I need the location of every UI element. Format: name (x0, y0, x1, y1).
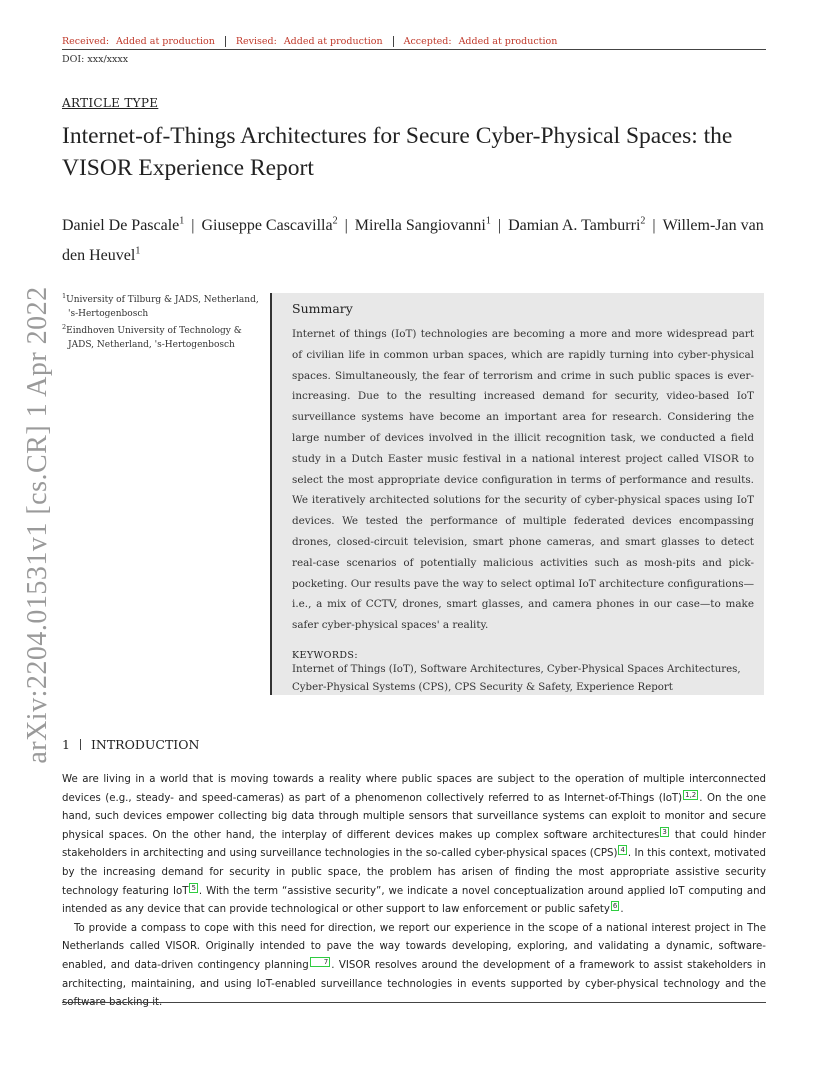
section-divider (80, 739, 81, 750)
introduction-body (62, 771, 766, 1013)
author: Mirella Sangiovanni$^1$ (354, 216, 491, 235)
citation-link[interactable]: 5 (191, 883, 196, 892)
keywords-heading: KEYWORDS: (292, 649, 358, 661)
author: Damian A. Tamburri$^2$ (508, 216, 646, 235)
affiliations (62, 290, 262, 352)
section-heading (62, 737, 199, 752)
paper-title: Internet-of-Things Architectures for Secure Cyber-Physical Spaces: the VISOR Experience Report (62, 123, 733, 181)
author: Willem-Jan van den Heuvel$^1$ (62, 217, 764, 264)
accepted-value: Added at production (458, 36, 558, 47)
received-label: Received: (62, 36, 110, 47)
keywords-text: Internet of Things (IoT), Software Architectures, Cyber-Physical Spaces Architectures, Cyber-Physical Systems (CPS), CPS Security & Safety, Experience Report (292, 663, 741, 693)
publication-dates-bar (62, 34, 766, 50)
section-title: INTRODUCTION (90, 737, 200, 752)
author-list: Daniel De Pascale$^1$ | Giuseppe Cascavilla$^2$ | Mirella Sangiovanni$^1$ | Damian A. Tamburri$^2$ | Willem-Jan van den Heuvel$^1$ (62, 216, 764, 264)
doi: DOI: xxx/xxxx (62, 54, 129, 65)
body-paragraph: We are living in a world that is moving towards a reality where public spaces are subject to the operation of multiple interconnected devices (e.g., steady- and speed-cameras) as part of a phenomenon collectively referred to as Internet-of-Things (IoT) 1,2 . On the one hand, such devices empower collecting big data through multiple sensors that surveillance systems can exploit to monitor and secure physical spaces. On the other hand, the interplay of different devices makes up complex software architectures 3 that could hinder stakeholders in architecting and using surveillance technologies in the so-called cyber-physical spaces (CPS) 4 . In this context, motivated by the increasing demand for security in public space, the problem has arisen of finding the most appropriate assistive security technology featuring IoT 5 . With the term “assistive security”, we indicate a novel conceptualization around applied IoT computing and intended as any device that can provide technological or other support to law enforcement or public safety 6 . (62, 774, 767, 916)
body-paragraph: To provide a compass to cope with this need for direction, we report our experience in the scope of a national interest project in The Netherlands called VISOR. Originally intended to pave the way towards developing, exploring, and validating a dynamic, software-enabled, and data-driven contingency planning 7 . VISOR resolves around the development of a framework to assist stakeholders in architecting, maintaining, and using IoT-enabled surveillance technologies in events supported by cyber-physical technology and the (62, 922, 766, 990)
summary-text: Internet of things (IoT) technologies are becoming a more and more widespread part of civilian life in common urban spaces, which are rapidly turning into cyber-physical spaces. Simultaneously, the fear of terrorism and crime in such public spaces is ever-increasing. Due to the resulting increased demand for security, video-based IoT surveillance systems have become an important area for research. Considering the large number of devices involved in the illicit recognition task, we conducted a field study in a Dutch Easter music festival in a national interest project called VISOR to select the most appropriate device configuration in terms of performance and results. We iteratively architected solutions for the security of cyber-physical spaces using IoT devices. We tested the performance of multiple federated devices encompassing drones, closed-circuit television, smart phone cameras, and smart glasses to detect real-case scenarios of potentially malicious activities such as mosh-pits and pick-pocketing. Our results pave the way to select optimal IoT architecture configurations—i.e., a mix of CCTV, drones, smart glasses, and camera phones in our case—to make safer cyber-physical spaces' a reality. (292, 328, 754, 632)
accepted-label: Accepted: (403, 36, 452, 47)
received-date (62, 36, 225, 47)
affiliation: $^2$Eindhoven University of Technology & JADS, Netherland, 's-Hertogenbosch (62, 323, 242, 350)
citation-link[interactable]: 4 (620, 846, 625, 855)
revised-value: Added at production (283, 36, 383, 47)
section-number: 1 (62, 737, 70, 752)
author: Giuseppe Cascavilla$^2$ (201, 216, 338, 235)
accepted-date (393, 36, 568, 47)
revised-label: Revised: (235, 36, 277, 47)
arxiv-identifier-stamp: arXiv:2204.01531v1 [cs.CR] 1 Apr 2022 (22, 286, 53, 764)
citation-link[interactable]: 7 (310, 957, 330, 967)
revised-date (225, 36, 393, 47)
page-bottom-rule (62, 1002, 766, 1003)
citation-link[interactable]: 6 (612, 902, 618, 911)
summary-heading: Summary (292, 301, 353, 316)
citation-link[interactable]: 3 (662, 827, 667, 836)
affiliation: $^1$University of Tilburg & JADS, Netherland, 's-Hertogenbosch (62, 292, 259, 319)
author: Daniel De Pascale$^1$ (62, 216, 185, 235)
article-type: ARTICLE TYPE (62, 96, 159, 110)
citation-link[interactable]: 1,2 (685, 790, 697, 799)
received-value: Added at production (116, 36, 215, 47)
summary-box (270, 293, 764, 695)
